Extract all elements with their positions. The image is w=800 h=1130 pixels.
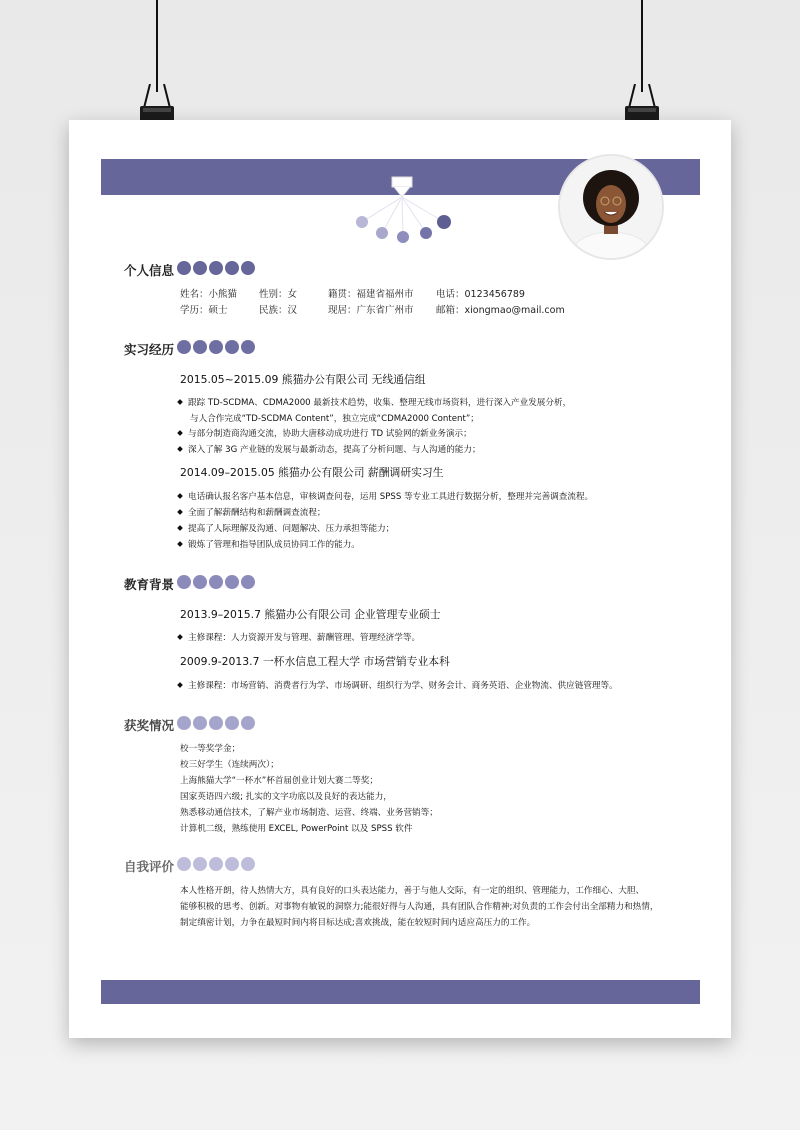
dot-icon (193, 261, 207, 275)
bullet-icon (177, 525, 183, 531)
list-item: 深入了解 3G 产业链的发展与最新动态，提高了分析问题、与人沟通的能力； (178, 443, 481, 455)
info-gender (259, 286, 297, 300)
section-title-internship: 实习经历 (124, 342, 175, 357)
section-title-awards: 获奖情况 (124, 718, 175, 733)
self-eval-line: 能够积极的思考、创新。对事物有敏锐的洞察力;能很好得与人沟通，具有团队合作精神;对负责的工作会付出全部精力和热情， (180, 902, 659, 912)
list-item: 锻炼了管理和指导团队成员协同工作的能力。 (178, 538, 360, 550)
dot-icon (225, 716, 239, 730)
dot-icon (193, 857, 207, 871)
education-heading: 2013.9–2015.7 熊猫办公有限公司 企业管理专业硕士 (180, 608, 441, 621)
avatar (560, 156, 662, 258)
award-line: 校三好学生（连续两次）； (180, 760, 279, 770)
list-item: 跟踪 TD-SCDMA、CDMA2000 最新技术趋势，收集、整理无线市场资料，进行深入产业发展分析， (178, 396, 571, 408)
list-item: 主修课程：市场营销、消费者行为学、市场调研、组织行为学、财务会计、商务英语、企业物流、供应链管理等。 (178, 679, 618, 691)
footer-band (101, 980, 700, 1004)
list-item: 主修课程：人力资源开发与管理、薪酬管理、管理经济学等。 (178, 631, 420, 643)
field-value: 福建省福州市 (356, 289, 414, 300)
dot-icon (177, 716, 191, 730)
dot-icon (193, 340, 207, 354)
bullet-icon (177, 634, 183, 640)
info-ethnicity (259, 302, 297, 316)
field-label: 性别： (259, 289, 288, 300)
hanging-wire-left (156, 0, 158, 92)
info-name (180, 286, 237, 300)
field-label: 民族： (259, 305, 288, 316)
dot-icon (193, 716, 207, 730)
self-eval-line: 本人性格开朗，待人热情大方，具有良好的口头表达能力，善于与他人交际，有一定的组织、管理能力，工作细心、大胆、 (180, 886, 645, 896)
section-dots-personal (177, 261, 255, 275)
section-title-personal: 个人信息 (124, 263, 175, 278)
field-label: 姓名： (180, 289, 209, 300)
field-label: 电话： (436, 289, 465, 300)
list-item: 提高了人际理解及沟通、问题解决、压力承担等能力； (178, 522, 394, 534)
internship-heading: 2014.09–2015.05 熊猫办公有限公司 薪酬调研实习生 (180, 466, 444, 479)
info-phone (436, 286, 525, 300)
bullet-icon (177, 399, 183, 405)
bullet-icon (177, 682, 183, 688)
hanging-wire-right (641, 0, 643, 92)
list-item: 电话确认报名客户基本信息，审核调查问卷，运用 SPSS 等专业工具进行数据分析，整理并完善调查流程。 (178, 490, 593, 502)
field-value: 女 (287, 289, 298, 300)
award-line: 计算机二级，熟练使用 EXCEL, PowerPoint 以及 SPSS 软件 (180, 824, 413, 834)
dot-icon (209, 340, 223, 354)
dot-icon (209, 857, 223, 871)
info-hometown (328, 286, 414, 300)
section-dots-education (177, 575, 255, 589)
field-value: 硕士 (208, 305, 228, 316)
dot-icon (225, 857, 239, 871)
field-label: 现居： (328, 305, 357, 316)
lamp-decoration-icon (350, 175, 460, 250)
bullet-icon (177, 446, 183, 452)
field-label: 籍贯： (328, 289, 357, 300)
list-item: 全面了解薪酬结构和薪酬调查流程； (178, 506, 326, 518)
dot-icon (209, 575, 223, 589)
award-line: 国家英语四六级; 扎实的文字功底以及良好的表达能力， (180, 792, 392, 802)
internship-heading: 2015.05~2015.09 熊猫办公有限公司 无线通信组 (180, 373, 426, 386)
field-value: 汉 (287, 305, 298, 316)
field-value: xiongmao@mail.com (464, 305, 565, 316)
award-line: 上海熊猫大学“一杯水”杯首届创业计划大赛二等奖； (180, 776, 378, 786)
info-residence (328, 302, 414, 316)
dot-icon (225, 340, 239, 354)
bullet-icon (177, 509, 183, 515)
dot-icon (241, 261, 255, 275)
dot-icon (241, 575, 255, 589)
list-item-continuation: 与人合作完成“TD-SCDMA Content”，独立完成“CDMA2000 Content”； (190, 414, 479, 424)
bullet-icon (177, 430, 183, 436)
dot-icon (209, 716, 223, 730)
info-email (436, 302, 565, 316)
section-title-education: 教育背景 (124, 577, 175, 592)
dot-icon (241, 857, 255, 871)
dot-icon (209, 261, 223, 275)
dot-icon (193, 575, 207, 589)
dot-icon (177, 261, 191, 275)
dot-icon (177, 857, 191, 871)
award-line: 熟悉移动通信技术，了解产业市场制造、运营、终端、业务营销等； (180, 808, 438, 818)
field-label: 学历： (180, 305, 209, 316)
section-dots-awards (177, 716, 255, 730)
dot-icon (241, 340, 255, 354)
self-eval-line: 制定缜密计划，力争在最短时间内将目标达成;喜欢挑战，能在较短时间内适应高压力的工作。 (180, 918, 536, 928)
info-degree (180, 302, 228, 316)
dot-icon (225, 261, 239, 275)
award-line: 校一等奖学金； (180, 744, 241, 754)
field-value: 0123456789 (464, 289, 525, 300)
field-label: 邮箱： (436, 305, 465, 316)
bullet-icon (177, 541, 183, 547)
dot-icon (177, 340, 191, 354)
section-dots-internship (177, 340, 255, 354)
field-value: 小熊猫 (208, 289, 238, 300)
list-item: 与部分制造商沟通交流，协助大唐移动成功进行 TD 试验网的新业务演示； (178, 427, 472, 439)
bullet-icon (177, 493, 183, 499)
section-dots-self-eval (177, 857, 255, 871)
portrait-photo-icon (560, 156, 662, 258)
field-value: 广东省广州市 (356, 305, 414, 316)
section-title-self-eval: 自我评价 (124, 859, 175, 874)
dot-icon (177, 575, 191, 589)
dot-icon (241, 716, 255, 730)
education-heading: 2009.9-2013.7 一杯水信息工程大学 市场营销专业本科 (180, 655, 450, 668)
dot-icon (225, 575, 239, 589)
